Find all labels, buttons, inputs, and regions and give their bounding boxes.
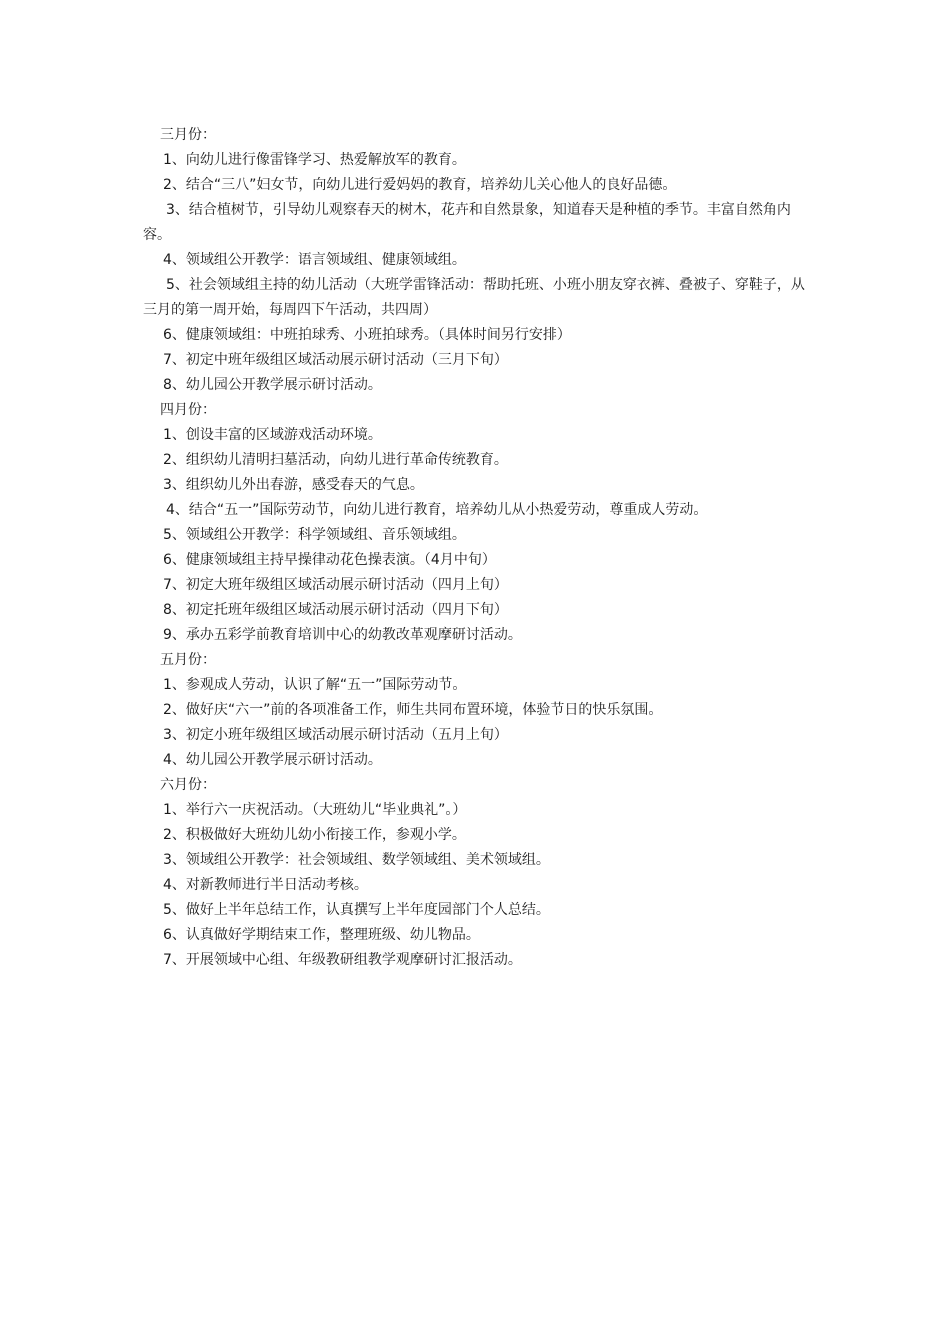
list-item: 3、结合植树节，引导幼儿观察春天的树木，花卉和自然景象，知道春天是种植的季节。丰富自然角内容。 [143,202,791,243]
list-item: 2、积极做好大班幼儿幼小衔接工作，参观小学。 [163,827,466,843]
list-item: 2、结合“三八”妇女节，向幼儿进行爱妈妈的教育，培养幼儿关心他人的良好品德。 [163,177,677,193]
list-item: 6、健康领域组：中班拍球秀、小班拍球秀。（具体时间另行安排） [163,327,571,343]
list-item: 5、做好上半年总结工作，认真撰写上半年度园部门个人总结。 [163,902,550,918]
list-item: 1、创设丰富的区域游戏活动环境。 [163,427,382,443]
list-item: 1、举行六一庆祝活动。（大班幼儿“毕业典礼”。） [163,802,467,818]
list-item: 5、领域组公开教学：科学领域组、音乐领域组。 [163,527,466,543]
list-item: 8、初定托班年级组区域活动展示研讨活动（四月下旬） [163,602,508,618]
section-heading-april: 四月份： [160,402,216,418]
list-item: 7、开展领域中心组、年级教研组教学观摩研讨汇报活动。 [163,952,522,968]
section-heading-may: 五月份： [160,652,216,668]
document-body [143,123,813,973]
list-item: 3、领域组公开教学：社会领域组、数学领域组、美术领域组。 [163,852,550,868]
list-item: 4、幼儿园公开教学展示研讨活动。 [163,752,382,768]
list-item: 8、幼儿园公开教学展示研讨活动。 [163,377,382,393]
list-item: 4、对新教师进行半日活动考核。 [163,877,368,893]
list-item: 5、社会领域组主持的幼儿活动（大班学雷锋活动：帮助托班、小班小朋友穿衣裤、叠被子、穿鞋子，从三月的第一周开始，每周四下午活动，共四周） [143,277,805,318]
list-item: 7、初定中班年级组区域活动展示研讨活动（三月下旬） [163,352,508,368]
list-item: 2、组织幼儿清明扫墓活动，向幼儿进行革命传统教育。 [163,452,508,468]
list-item: 6、认真做好学期结束工作，整理班级、幼儿物品。 [163,927,480,943]
list-item: 1、参观成人劳动，认识了解“五一”国际劳动节。 [163,677,467,693]
section-heading-june: 六月份： [160,777,216,793]
list-item: 1、向幼儿进行像雷锋学习、热爱解放军的教育。 [163,152,466,168]
list-item: 4、领域组公开教学：语言领域组、健康领域组。 [163,252,466,268]
list-item: 2、做好庆“六一”前的各项准备工作，师生共同布置环境，体验节日的快乐氛围。 [163,702,663,718]
list-item: 7、初定大班年级组区域活动展示研讨活动（四月上旬） [163,577,508,593]
list-item: 6、健康领域组主持早操律动花色操表演。（4月中旬） [163,552,496,568]
list-item: 3、组织幼儿外出春游，感受春天的气息。 [163,477,424,493]
list-item: 4、结合“五一”国际劳动节，向幼儿进行教育，培养幼儿从小热爱劳动，尊重成人劳动。 [166,502,708,518]
section-heading-march: 三月份： [160,127,216,143]
list-item: 3、初定小班年级组区域活动展示研讨活动（五月上旬） [163,727,508,743]
list-item: 9、承办五彩学前教育培训中心的幼教改革观摩研讨活动。 [163,627,522,643]
